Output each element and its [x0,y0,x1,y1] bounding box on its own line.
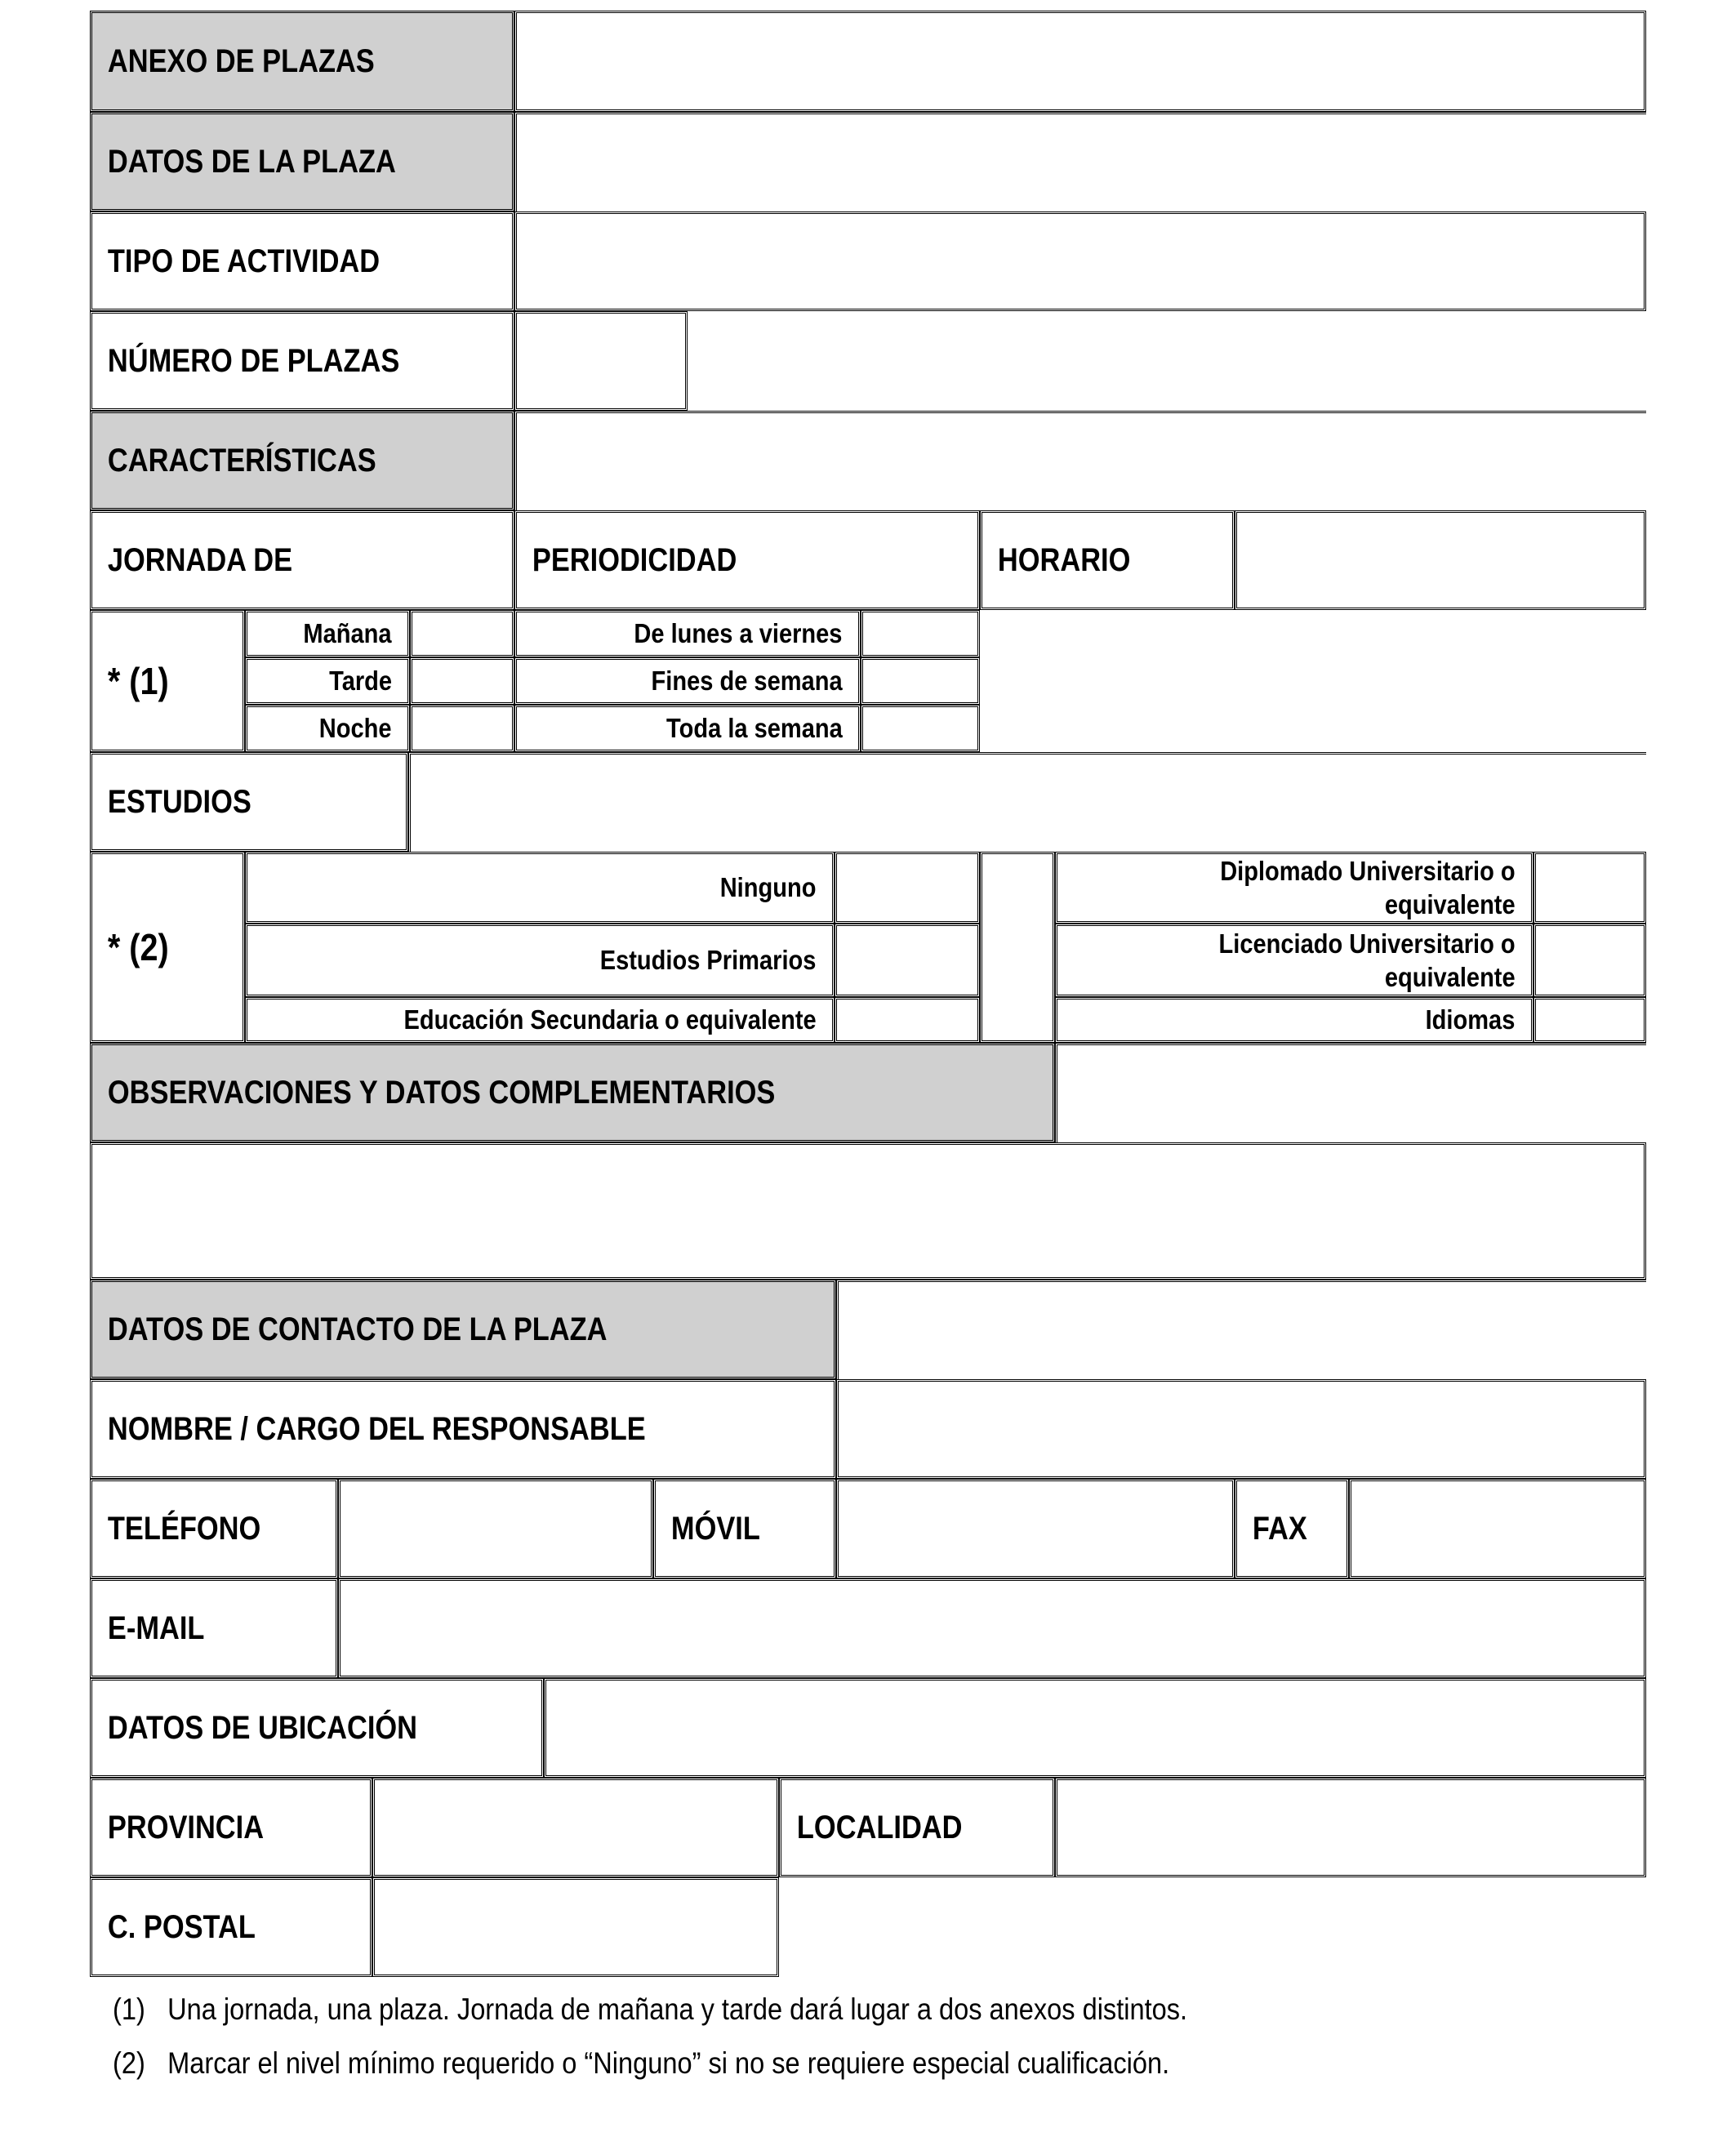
estudios-option-label: Licenciado Universitario o equivalente [1218,928,1516,992]
responsable-label-cell [90,1379,836,1479]
estudios-option-label: Educación Secundaria o equivalente [403,1004,817,1035]
jornada-checkbox-noche[interactable] [410,705,514,752]
estudios-checkbox-ninguno[interactable] [835,852,980,924]
fax-label-cell [1235,1479,1349,1578]
provincia-label-cell [90,1778,372,1877]
jornada-option-manana [245,610,410,657]
ubicacion-field[interactable] [544,1678,1646,1778]
horario-header-cell [980,510,1235,610]
estudios-option-label: Idiomas [1425,1004,1516,1035]
jornada-checkbox-manana[interactable] [410,610,514,657]
postal-label: C. POSTAL [107,1908,256,1945]
jornada-header: JORNADA DE [107,541,293,578]
jornada-option-label: Noche [318,713,392,744]
footnote-number: (2) [113,2046,145,2080]
estudios-option-diplomado [1055,852,1533,924]
observaciones-spacer [1055,1043,1646,1142]
datos-plaza-heading: DATOS DE LA PLAZA [107,143,396,180]
footnote-2 [113,2046,1169,2081]
movil-label-cell [653,1479,836,1578]
periodicidad-header-cell [514,510,980,610]
periodicidad-header: PERIODICIDAD [532,541,737,578]
estudios-checkbox-secundaria[interactable] [835,997,980,1043]
ubicacion-heading-cell [90,1678,544,1778]
localidad-field[interactable] [1055,1778,1646,1877]
estudios-label: ESTUDIOS [107,783,251,820]
postal-label-cell [90,1877,372,1977]
email-label: E-MAIL [107,1609,205,1646]
caracteristicas-heading: CARACTERÍSTICAS [107,442,376,479]
telefono-label: TELÉFONO [107,1510,261,1547]
estudios-option-primarios [245,924,835,997]
jornada-option-label: Tarde [328,666,392,697]
periodicidad-option-label: Toda la semana [665,713,843,744]
estudios-option-label: Diplomado Universitario o equivalente [1220,855,1516,919]
tipo-actividad-label: TIPO DE ACTIVIDAD [107,243,381,279]
jornada-header-cell [90,510,514,610]
localidad-label: LOCALIDAD [796,1809,963,1845]
periodicidad-option-fines-semana [514,657,861,705]
fax-label: FAX [1252,1510,1307,1547]
observaciones-heading-cell [90,1043,1055,1142]
estudios-option-secundaria [245,997,835,1043]
footnote-text: Una jornada, una plaza. Jornada de mañana y tarde dará lugar a dos anexos distintos. [167,1992,1188,2026]
observaciones-textarea[interactable] [90,1142,1646,1280]
responsable-label: NOMBRE / CARGO DEL RESPONSABLE [107,1410,646,1447]
telefono-label-cell [90,1479,338,1578]
anexo-value-field[interactable] [514,11,1646,112]
responsable-field[interactable] [836,1379,1646,1479]
estudios-checkbox-diplomado[interactable] [1533,852,1646,924]
estudios-option-ninguno [245,852,835,924]
jornada-marker: * (1) [107,660,169,702]
datos-plaza-value-field[interactable] [514,112,1646,211]
provincia-field[interactable] [372,1778,779,1877]
horario-header: HORARIO [997,541,1131,578]
horario-field[interactable] [1235,510,1646,610]
caracteristicas-spacer [514,411,1646,510]
email-label-cell [90,1578,338,1678]
periodicidad-option-lunes-viernes [514,610,861,657]
numero-plazas-field[interactable] [514,311,688,411]
periodicidad-checkbox-fines-semana[interactable] [861,657,980,705]
provincia-label: PROVINCIA [107,1809,265,1845]
jornada-option-tarde [245,657,410,705]
estudios-marker: * (2) [107,926,169,968]
tipo-actividad-field[interactable] [514,211,1646,311]
ubicacion-heading: DATOS DE UBICACIÓN [107,1709,417,1746]
observaciones-heading: OBSERVACIONES Y DATOS COMPLEMENTARIOS [107,1074,776,1111]
fax-field[interactable] [1349,1479,1646,1578]
periodicidad-option-toda-semana [514,705,861,752]
tipo-actividad-label-cell [90,211,514,311]
estudios-option-idiomas [1055,997,1533,1043]
telefono-field[interactable] [338,1479,653,1578]
footnote-text: Marcar el nivel mínimo requerido o “Ninguno” si no se requiere especial cualificación. [167,2046,1170,2080]
estudios-checkbox-licenciado[interactable] [1533,924,1646,997]
footnote-1 [113,1992,1187,2027]
estudios-spacer [408,752,1646,852]
footnote-number: (1) [113,1992,145,2026]
jornada-checkbox-tarde[interactable] [410,657,514,705]
estudios-checkbox-idiomas[interactable] [1533,997,1646,1043]
anexo-label: ANEXO DE PLAZAS [107,42,375,79]
movil-field[interactable] [836,1479,1235,1578]
estudios-marker-cell [90,852,245,1043]
caracteristicas-heading-cell [90,411,514,510]
contacto-spacer [836,1280,1646,1379]
jornada-option-label: Mañana [303,618,392,649]
estudios-option-label: Ninguno [719,872,817,903]
numero-plazas-label: NÚMERO DE PLAZAS [107,342,400,379]
contacto-heading: DATOS DE CONTACTO DE LA PLAZA [107,1311,608,1347]
estudios-checkbox-primarios[interactable] [835,924,980,997]
jornada-option-noche [245,705,410,752]
periodicidad-checkbox-toda-semana[interactable] [861,705,980,752]
movil-label: MÓVIL [670,1510,760,1547]
contacto-heading-cell [90,1280,836,1379]
postal-field[interactable] [372,1877,779,1977]
periodicidad-checkbox-lunes-viernes[interactable] [861,610,980,657]
periodicidad-option-label: Fines de semana [651,666,843,697]
estudios-option-label: Estudios Primarios [599,945,817,976]
email-field[interactable] [338,1578,1646,1678]
periodicidad-option-label: De lunes a viernes [634,618,843,649]
estudios-label-cell [90,752,408,852]
datos-plaza-heading-cell [90,112,514,211]
jornada-marker-cell [90,610,245,752]
estudios-option-licenciado [1055,924,1533,997]
estudios-divider-cell [980,852,1055,1043]
anexo-label-cell [90,11,514,112]
localidad-label-cell [779,1778,1055,1877]
numero-plazas-label-cell [90,311,514,411]
